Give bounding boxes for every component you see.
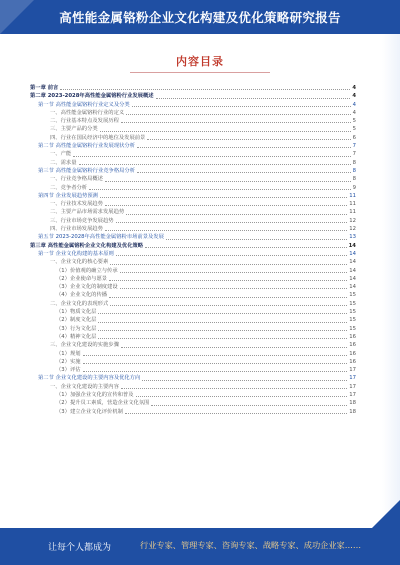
toc-entry[interactable]: [30, 242, 356, 250]
toc-entry-title: 第四节 企业发展趋势预测: [38, 192, 98, 199]
side-decoration: [382, 34, 400, 528]
toc-entry[interactable]: [30, 175, 356, 183]
toc-entry-page: 7: [352, 143, 356, 150]
toc-dot-leader: [110, 304, 347, 306]
toc-heading-divider: [130, 72, 270, 73]
header-bar: [0, 0, 400, 34]
toc-entry[interactable]: [30, 192, 356, 200]
toc-entry-title: 第一节 高性能金属铬粉行业定义及分类: [38, 101, 130, 108]
toc-entry-title: （3）企业文化的制度建设: [56, 284, 118, 291]
toc-entry-title: 第二节 高性能金属铬粉行业发展现状分析: [38, 143, 136, 150]
toc-dot-leader: [105, 180, 351, 182]
toc-entry[interactable]: [30, 92, 356, 100]
toc-entry-title: 第三节 高性能金属铬粉行业竞争格局分析: [38, 167, 136, 174]
toc-entry[interactable]: [30, 316, 356, 324]
toc-entry-title: 一、企业文化建设的主要内容: [50, 383, 119, 390]
toc-entry[interactable]: [30, 250, 356, 258]
toc-entry-title: 二、主要产品市场需求发展趋势: [50, 209, 125, 216]
toc-entry-title: 四、行业市场发展趋势: [50, 226, 103, 233]
toc-entry[interactable]: [30, 291, 356, 299]
toc-entry-title: 一、产能: [50, 151, 72, 158]
toc-entry[interactable]: [30, 159, 356, 167]
toc-dot-leader: [142, 379, 347, 381]
toc-dot-leader: [105, 204, 347, 206]
toc-entry[interactable]: [30, 358, 356, 366]
toc-entry-page: 13: [349, 234, 356, 241]
toc-dot-leader: [98, 321, 347, 323]
toc-entry[interactable]: [30, 341, 356, 349]
footer-slogan-left: 让每个人都成为: [48, 543, 112, 553]
toc-entry[interactable]: [30, 325, 356, 333]
toc-entry-page: 17: [349, 367, 356, 374]
toc-entry-page: 12: [349, 217, 356, 224]
toc-entry-page: 4: [352, 93, 356, 100]
toc-entry-page: 5: [352, 118, 356, 125]
toc-dot-leader: [132, 105, 351, 107]
toc-entry-title: 第二节 企业文化建设的主要内容及优化方向: [38, 375, 141, 382]
toc-entry-title: 第一节 企业文化构建的基本原则: [38, 250, 114, 257]
toc-entry-title: 第二章 2023-2028年高性能金属铬粉行业发展概述: [30, 93, 154, 100]
toc-entry-page: 16: [349, 333, 356, 340]
toc-dot-leader: [137, 171, 351, 173]
toc-entry-title: （2）企业使命与愿景: [56, 275, 108, 282]
toc-entry[interactable]: [30, 374, 356, 382]
toc-entry-title: （3）评估: [56, 367, 81, 374]
toc-entry-title: （1）价值观的确立与传承: [56, 267, 118, 274]
toc-dot-leader: [83, 370, 348, 372]
toc-dot-leader: [125, 412, 347, 414]
toc-entry[interactable]: [30, 408, 356, 416]
toc-entry-page: 7: [352, 151, 356, 158]
toc-entry[interactable]: [30, 134, 356, 142]
toc-entry[interactable]: [30, 208, 356, 216]
toc-dot-leader: [73, 155, 350, 157]
toc-entry-title: 三、主要产品的分类: [50, 126, 98, 133]
toc-entry-page: 17: [349, 375, 356, 382]
toc-entry-title: 一、行业竞争格局概述: [50, 176, 103, 183]
toc-entry-title: 三、行业市场竞争发展趋势: [50, 217, 114, 224]
toc-entry[interactable]: [30, 167, 356, 175]
toc-entry-page: 18: [349, 400, 356, 407]
footer-corner-decoration: [370, 500, 400, 530]
toc-entry-title: （3）建立企业文化评价机制: [56, 408, 123, 415]
toc-dot-leader: [136, 395, 348, 397]
footer-bar: [0, 528, 400, 565]
toc-entry-page: 9: [352, 184, 356, 191]
toc-entry-title: 第五节 2023-2028年高性能金属铬粉市场前景及发展: [38, 234, 164, 241]
toc-dot-leader: [120, 271, 348, 273]
toc-entry-page: 18: [349, 408, 356, 415]
toc-entry[interactable]: [30, 333, 356, 341]
toc-dot-leader: [137, 146, 351, 148]
toc-entry-title: （2）实施: [56, 358, 81, 365]
toc-entry[interactable]: [30, 109, 356, 117]
toc-dot-leader: [126, 113, 350, 115]
toc-entry-page: 14: [349, 259, 356, 266]
toc-entry[interactable]: [30, 283, 356, 291]
toc-heading: 内容目录: [176, 55, 224, 68]
toc-dot-leader: [109, 296, 347, 298]
toc-entry-page: 4: [352, 101, 356, 108]
toc-entry-title: （1）加强企业文化的宣传和普及: [56, 391, 134, 398]
toc-dot-leader: [166, 238, 347, 240]
toc-entry[interactable]: [30, 383, 356, 391]
toc-entry[interactable]: [30, 233, 356, 241]
toc-entry[interactable]: [30, 399, 356, 407]
toc-entry-page: 16: [349, 358, 356, 365]
toc-dot-leader: [89, 188, 351, 190]
toc-entry-title: （2）提升员工素质，营造企业文化氛围: [56, 400, 150, 407]
toc-entry[interactable]: [30, 300, 356, 308]
toc-entry[interactable]: [30, 117, 356, 125]
toc-entry-title: 一、企业文化的核心要素: [50, 259, 109, 266]
toc-entry[interactable]: [30, 225, 356, 233]
toc-entry-title: 二、行业基本特点及发展历程: [50, 118, 119, 125]
toc-entry-title: 一、行业技术发展趋势: [50, 201, 103, 208]
toc-entry-page: 15: [349, 300, 356, 307]
toc-entry-title: （2）制度文化层: [56, 317, 97, 324]
toc-dot-leader: [109, 279, 347, 281]
toc-entry[interactable]: [30, 184, 356, 192]
toc-entry-title: （1）物质文化层: [56, 309, 97, 316]
toc-entry-page: 17: [349, 391, 356, 398]
toc-dot-leader: [83, 362, 348, 364]
toc-entry-page: 17: [349, 383, 356, 390]
toc-entry-title: 第三章 高性能金属铬粉企业文化构建及优化策略: [30, 242, 144, 249]
toc-entry-page: 16: [349, 350, 356, 357]
toc-entry-page: 16: [349, 342, 356, 349]
toc-dot-leader: [79, 163, 351, 165]
toc-entry-page: 11: [349, 201, 356, 208]
toc-dot-leader: [145, 246, 347, 248]
toc-entry-title: 第一章 前言: [30, 85, 59, 91]
toc-entry-page: 12: [349, 226, 356, 233]
toc-entry-page: 14: [348, 242, 356, 249]
toc-entry[interactable]: [30, 84, 356, 92]
toc-entry-page: 8: [352, 176, 356, 183]
toc-entry[interactable]: [30, 391, 356, 399]
toc-entry-page: 14: [349, 275, 356, 282]
toc-entry-page: 11: [349, 209, 356, 216]
toc-entry-title: 二、需求量: [50, 159, 77, 166]
toc-entry-page: 14: [349, 250, 356, 257]
toc-entry-page: 15: [349, 317, 356, 324]
toc-entry[interactable]: [30, 217, 356, 225]
toc-dot-leader: [116, 221, 348, 223]
toc-dot-leader: [116, 254, 347, 256]
toc-entry[interactable]: [30, 150, 356, 158]
toc-entry-page: 5: [352, 126, 356, 133]
toc-dot-leader: [98, 312, 347, 314]
toc-dot-leader: [105, 229, 347, 231]
toc-dot-leader: [121, 387, 347, 389]
toc-dot-leader: [98, 329, 347, 331]
toc-dot-leader: [120, 287, 348, 289]
toc-entry-page: 14: [349, 284, 356, 291]
report-title: 高性能金属铬粉企业文化构建及优化策略研究报告: [59, 10, 341, 25]
toc-entry-page: 6: [352, 134, 356, 141]
toc-entry[interactable]: [30, 275, 356, 283]
toc-dot-leader: [156, 97, 351, 99]
toc-entry-page: 4: [352, 109, 356, 116]
toc-entry[interactable]: [30, 267, 356, 275]
toc-entry-title: （4）企业文化的传播: [56, 292, 108, 299]
toc-dot-leader: [60, 88, 350, 90]
table-of-contents: [30, 84, 356, 416]
toc-entry-page: 8: [352, 167, 356, 174]
toc-dot-leader: [126, 213, 347, 215]
toc-entry-page: 15: [349, 309, 356, 316]
toc-entry-title: 四、行业在国民经济中的地位及发展前景: [50, 134, 146, 141]
toc-dot-leader: [121, 346, 347, 348]
toc-entry-page: 11: [349, 192, 356, 199]
footer-slogan-right: 行业专家、管理专家、咨询专家、战略专家、成功企业家……: [140, 540, 362, 550]
toc-dot-leader: [151, 404, 347, 406]
toc-dot-leader: [121, 121, 351, 123]
toc-entry[interactable]: [30, 258, 356, 266]
toc-entry[interactable]: [30, 200, 356, 208]
toc-dot-leader: [147, 138, 350, 140]
toc-dot-leader: [100, 196, 347, 198]
toc-entry-title: （3）行为文化层: [56, 325, 97, 332]
toc-entry-page: 4: [352, 85, 356, 91]
toc-entry[interactable]: [30, 142, 356, 150]
toc-entry[interactable]: [30, 308, 356, 316]
toc-dot-leader: [98, 337, 347, 339]
toc-entry-page: 15: [349, 325, 356, 332]
toc-dot-leader: [83, 354, 348, 356]
toc-entry[interactable]: [30, 366, 356, 374]
toc-entry-title: 二、企业文化的表现形式: [50, 300, 109, 307]
toc-entry[interactable]: [30, 125, 356, 133]
toc-entry-title: 一、高性能金属铬粉行业的定义: [50, 109, 125, 116]
toc-dot-leader: [110, 263, 347, 265]
toc-entry[interactable]: [30, 101, 356, 109]
toc-entry-title: （1）规划: [56, 350, 81, 357]
toc-entry[interactable]: [30, 350, 356, 358]
toc-entry-page: 8: [352, 159, 356, 166]
toc-dot-leader: [100, 130, 351, 132]
toc-entry-title: 三、企业文化建设的实施步骤: [50, 342, 119, 349]
toc-entry-page: 15: [349, 292, 356, 299]
toc-entry-title: 二、竞争者分析: [50, 184, 88, 191]
toc-entry-page: 14: [349, 267, 356, 274]
toc-entry-title: （4）精神文化层: [56, 333, 97, 340]
